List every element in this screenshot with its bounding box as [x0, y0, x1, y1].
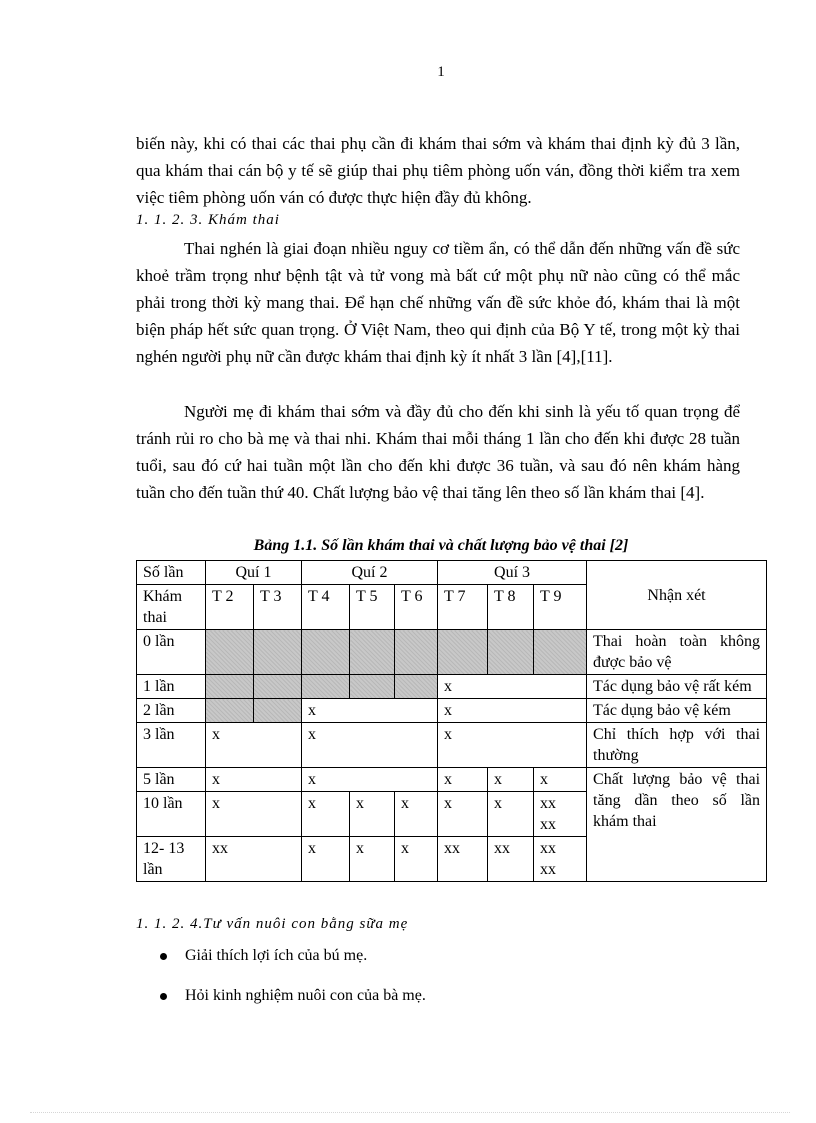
header-month: T 8: [488, 585, 534, 630]
header-month: T 2: [206, 585, 254, 630]
header-qui-1: Quí 1: [206, 561, 302, 585]
visit-mark: x: [206, 768, 302, 792]
row-label: 10 lần: [137, 792, 206, 837]
table-row: [137, 699, 767, 723]
visit-mark: xx: [206, 837, 302, 882]
paragraph-vaccination: biến này, khi có thai các thai phụ cần đi khám thai sớm và khám thai định kỳ đủ 3 lần, qua khám thai cán bộ y tế sẽ giúp thai phụ tiêm phòng uốn ván, đồng thời kiểm tra xem việc tiêm phòng uốn ván có được thực hiện đầy đủ không.: [136, 134, 740, 207]
bullet-icon: [160, 953, 167, 960]
row-label: 0 lần: [137, 630, 206, 675]
header-month: T 6: [395, 585, 438, 630]
header-qui-3: Quí 3: [438, 561, 587, 585]
visit-mark: x: [302, 768, 438, 792]
visit-mark: xx: [540, 861, 557, 878]
page-number: 1: [437, 64, 445, 80]
visit-mark: x: [534, 768, 587, 792]
row-label: 12- 13 lần: [137, 837, 206, 882]
visit-mark: x: [438, 675, 587, 699]
visit-mark: x: [395, 837, 438, 882]
header-qui-2: Quí 2: [302, 561, 438, 585]
visit-mark: xx: [438, 837, 488, 882]
header-month: T 9: [534, 585, 587, 630]
shaded-cell: [534, 630, 587, 675]
visit-mark: x: [488, 768, 534, 792]
header-month: T 5: [350, 585, 395, 630]
paragraph-exam-schedule: Người mẹ đi khám thai sớm và đầy đủ cho đến khi sinh là yếu tố quan trọng để tránh rủi ro cho bà mẹ và thai nhi. Khám thai mỗi tháng 1 lần cho đến khi được 28 tuần tuổi, sau đó cứ hai tuần một lần cho đến khi được 36 tuần, và sau đó nên khám hàng tuần cho đến tuần thứ 40. Chất lượng bảo vệ thai tăng lên theo số lần khám thai [4].: [136, 402, 740, 502]
bullet-list: [160, 944, 740, 1024]
shaded-cell: [438, 630, 488, 675]
visit-mark: x: [302, 699, 438, 723]
visit-mark: xx: [540, 840, 557, 857]
visit-mark: x: [438, 699, 587, 723]
visit-mark: x: [350, 837, 395, 882]
table-row: [137, 723, 767, 768]
visit-mark: x: [438, 723, 587, 768]
shaded-cell: [395, 675, 438, 699]
shaded-cell: [302, 675, 350, 699]
visit-mark: x: [302, 792, 350, 837]
subheading-kham-thai: 1. 1. 2. 3. Khám thai: [136, 212, 280, 228]
row-label: 1 lần: [137, 675, 206, 699]
table-row: [137, 630, 767, 675]
table-caption: Bảng 1.1. Số lần khám thai và chất lượng bảo vệ thai [2]: [253, 537, 629, 554]
list-item: [160, 984, 740, 1008]
shaded-cell: [254, 675, 302, 699]
bullet-icon: [160, 993, 167, 1000]
shaded-cell: [350, 630, 395, 675]
row-comment: Tác dụng bảo vệ rất kém: [587, 675, 767, 699]
header-month: T 7: [438, 585, 488, 630]
header-month: T 4: [302, 585, 350, 630]
header-so-lan: Số lần: [137, 561, 206, 585]
visit-mark: x: [438, 792, 488, 837]
shaded-cell: [488, 630, 534, 675]
shaded-cell: [254, 630, 302, 675]
subheading-tu-van-nuoi-con: 1. 1. 2. 4.Tư vấn nuôi con bằng sữa mẹ: [136, 916, 409, 932]
list-item-text: Giải thích lợi ích của bú mẹ.: [185, 947, 368, 964]
visit-mark-cell: [534, 792, 587, 837]
visit-mark: x: [302, 723, 438, 768]
visit-mark: x: [350, 792, 395, 837]
visit-mark: x: [302, 837, 350, 882]
list-item-text: Hỏi kinh nghiệm nuôi con của bà mẹ.: [185, 987, 426, 1004]
visit-mark: xx: [540, 816, 557, 833]
table-row: [137, 675, 767, 699]
row-comment: Tác dụng bảo vệ kém: [587, 699, 767, 723]
row-label: 2 lần: [137, 699, 206, 723]
row-comment: Chất lượng bảo vệ thai tăng dần theo số lần khám thai: [587, 768, 767, 882]
table-row: [137, 768, 767, 792]
shaded-cell: [254, 699, 302, 723]
visit-mark: xx: [540, 795, 557, 812]
visit-mark-cell: [534, 837, 587, 882]
visit-mark: x: [395, 792, 438, 837]
row-comment: Thai hoàn toàn không được bảo vệ: [587, 630, 767, 675]
header-month: T 3: [254, 585, 302, 630]
shaded-cell: [302, 630, 350, 675]
row-comment: Chỉ thích hợp với thai thường: [587, 723, 767, 768]
visit-mark: x: [438, 768, 488, 792]
header-nhan-xet: Nhận xét: [587, 561, 767, 630]
page-bottom-rule: [30, 1112, 790, 1113]
shaded-cell: [350, 675, 395, 699]
prenatal-visits-table: [136, 560, 767, 882]
row-label: 5 lần: [137, 768, 206, 792]
row-label: 3 lần: [137, 723, 206, 768]
shaded-cell: [206, 630, 254, 675]
header-kham-thai: Khám thai: [137, 585, 206, 630]
visit-mark: x: [206, 792, 302, 837]
paragraph-pregnancy-risks: Thai nghén là giai đoạn nhiều nguy cơ tiềm ẩn, có thể dẫn đến những vấn đề sức khoẻ trầm trọng như bệnh tật và tử vong mà bất cứ một phụ nữ nào cũng có thể mắc phải trong thời kỳ mang thai. Để hạn chế những vấn đề sức khỏe đó, khám thai là một biện pháp hết sức quan trọng. Ở Việt Nam, theo qui định của Bộ Y tế, trong một kỳ thai nghén người phụ nữ cần được khám thai định kỳ ít nhất 3 lần [4],[11].: [136, 239, 740, 366]
table-header-row-quarters: [137, 561, 767, 585]
visit-mark: x: [488, 792, 534, 837]
shaded-cell: [395, 630, 438, 675]
visit-mark: xx: [488, 837, 534, 882]
shaded-cell: [206, 675, 254, 699]
visit-mark: x: [206, 723, 302, 768]
list-item: [160, 944, 740, 968]
shaded-cell: [206, 699, 254, 723]
